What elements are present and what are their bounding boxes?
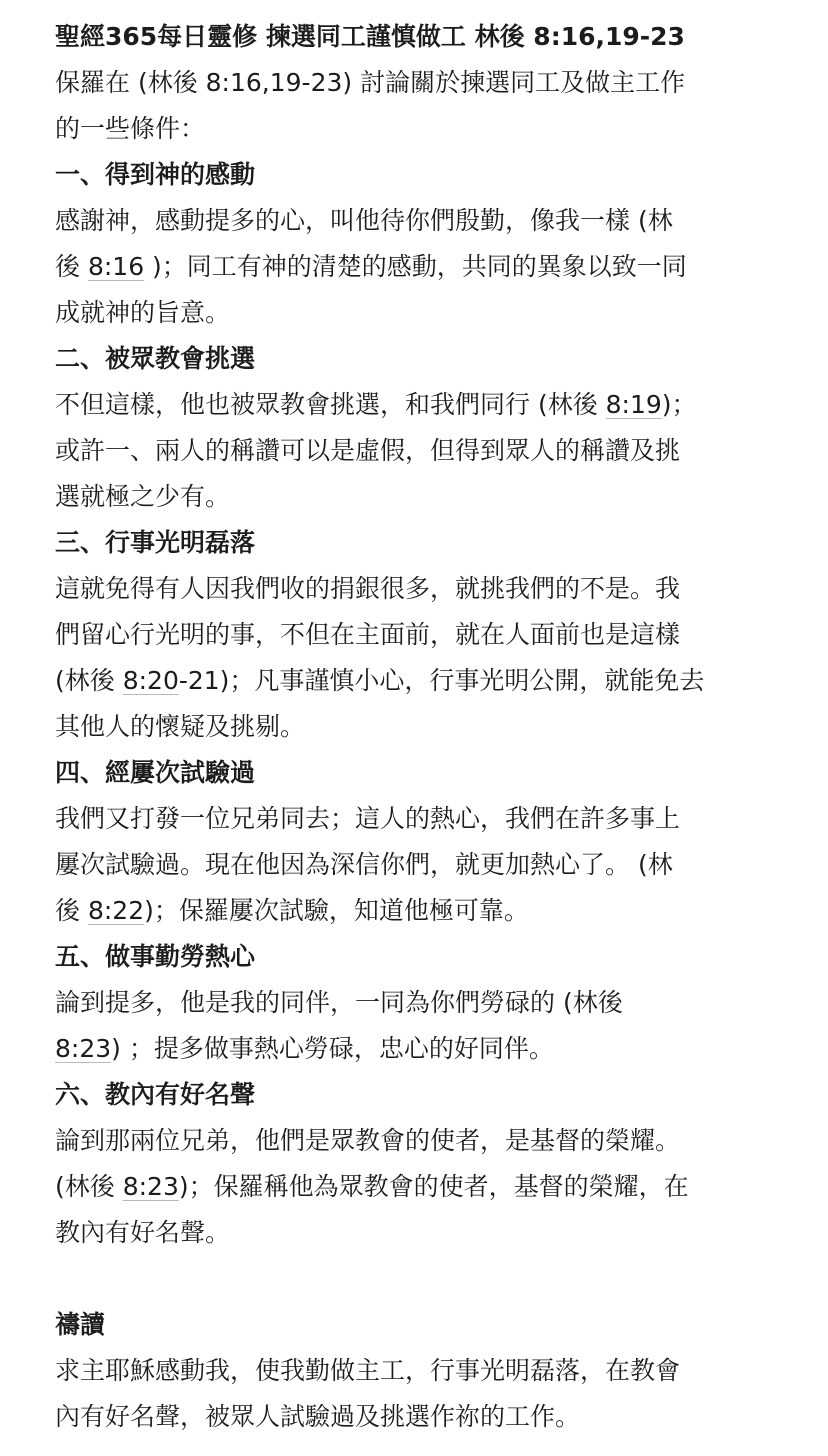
section-1 [55, 152, 798, 336]
section-4 [55, 750, 798, 934]
body-line: 教內有好名聲。 [55, 1218, 231, 1247]
spacer [55, 1256, 798, 1302]
body-line: 選就極之少有。 [55, 482, 231, 511]
section-heading: 五、做事勤勞熱心 [55, 942, 256, 971]
section-heading: 二、被眾教會挑選 [55, 344, 256, 373]
section-heading: 一、得到神的感動 [55, 160, 256, 189]
body-line: 後 8:16 )；同工有神的清楚的感動，共同的異象以致一同 [55, 252, 687, 281]
section-2 [55, 336, 798, 520]
verse-reference-link[interactable]: 8:20 [122, 666, 179, 695]
prayer-line: 內有好名聲，被眾人試驗過及挑選作祢的工作。 [55, 1402, 581, 1431]
body-line: 論到提多，他是我的同伴，一同為你們勞碌的 (林後 [55, 988, 623, 1017]
body-line: 不但這樣，他也被眾教會挑選，和我們同行 (林後 8:19)； [55, 390, 697, 419]
prayer-section [55, 1302, 798, 1440]
section-heading: 六、教內有好名聲 [55, 1080, 256, 1109]
section-3 [55, 520, 798, 750]
verse-reference-link[interactable]: 8:22 [87, 896, 145, 925]
prayer-heading: 禱讀 [55, 1310, 106, 1339]
verse-reference-link[interactable]: 8:23 [122, 1172, 179, 1201]
body-line: 其他人的懷疑及挑剔。 [55, 712, 306, 741]
prayer-line: 求主耶穌感動我，使我勤做主工，行事光明磊落，在教會 [55, 1356, 681, 1385]
body-line: 這就免得有人因我們收的捐銀很多，就挑我們的不是。我 [55, 574, 681, 603]
verse-reference-link[interactable]: 8:19 [605, 390, 662, 419]
body-line: 感謝神，感動提多的心，叫他待你們殷勤，像我一樣 (林 [55, 206, 673, 235]
section-heading: 三、行事光明磊落 [55, 528, 256, 557]
intro-line: 保羅在 (林後 8:16,19-23) 討論關於揀選同工及做主工作 [55, 68, 686, 97]
body-line: (林後 8:23)；保羅稱他為眾教會的使者，基督的榮耀，在 [55, 1172, 689, 1201]
section-6 [55, 1072, 798, 1256]
body-line: 成就神的旨意。 [55, 298, 231, 327]
body-line: 或許一、兩人的稱讚可以是虛假，但得到眾人的稱讚及挑 [55, 436, 681, 465]
section-5 [55, 934, 798, 1072]
page-title: 聖經365每日靈修 揀選同工謹慎做工 林後 8:16,19-23 [55, 22, 685, 51]
body-line: 論到那兩位兄弟，他們是眾教會的使者，是基督的榮耀。 [55, 1126, 681, 1155]
section-heading: 四、經屢次試驗過 [55, 758, 256, 787]
intro-line: 的一些條件： [55, 114, 206, 143]
body-line: 我們又打發一位兄弟同去；這人的熱心，我們在許多事上 [55, 804, 681, 833]
body-line: 們留心行光明的事，不但在主面前，就在人面前也是這樣 [55, 620, 681, 649]
body-line: (林後 8:20-21)；凡事謹慎小心，行事光明公開，就能免去 [55, 666, 705, 695]
body-line: 後 8:22)；保羅屢次試驗，知道他極可靠。 [55, 896, 529, 925]
body-line: 8:23) ；提多做事熱心勞碌，忠心的好同伴。 [55, 1034, 554, 1063]
body-line: 屢次試驗過。現在他因為深信你們，就更加熱心了。 (林 [55, 850, 673, 879]
verse-reference-link[interactable]: 8:16 [87, 252, 145, 281]
intro [55, 60, 798, 152]
verse-reference-link[interactable]: 8:23 [55, 1034, 112, 1063]
